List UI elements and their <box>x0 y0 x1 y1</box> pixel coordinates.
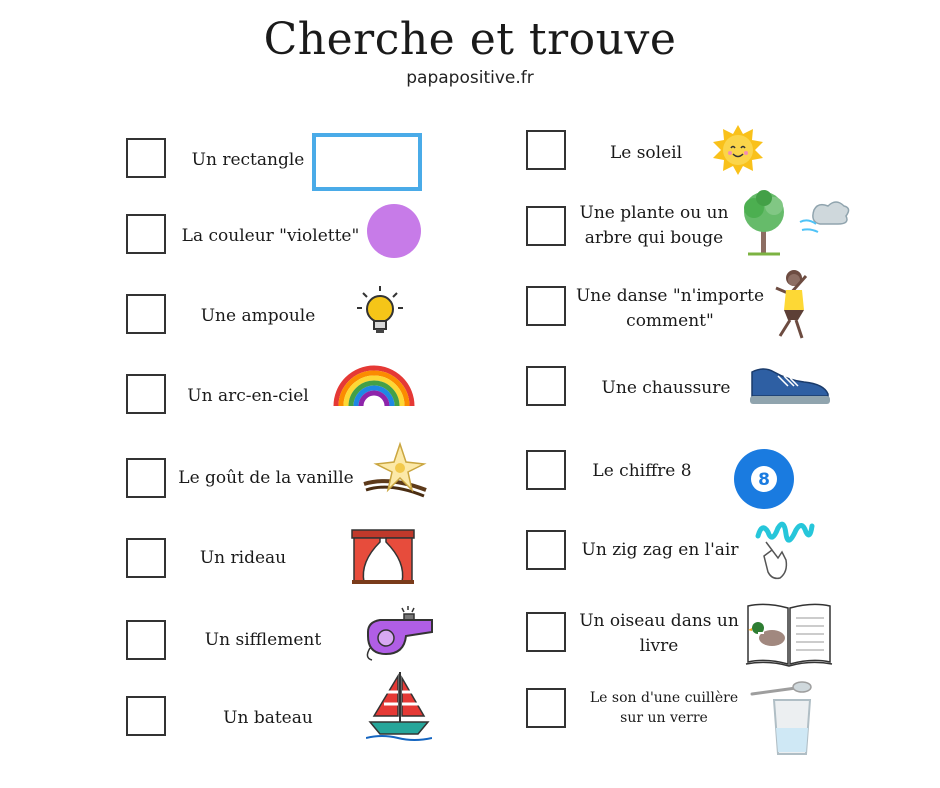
tree-wind-icon <box>740 188 854 258</box>
checkbox-violet[interactable] <box>126 214 166 254</box>
whistle-icon <box>362 602 436 664</box>
rainbow-icon <box>332 364 416 408</box>
item-label: Le goût de la vanille <box>178 468 354 488</box>
sailboat-icon <box>366 668 432 742</box>
item-label: Un bateau <box>223 708 313 728</box>
item-label-line1: Un oiseau dans un <box>579 611 739 631</box>
item-label-line2: livre <box>639 636 679 656</box>
dancer-icon <box>772 268 812 340</box>
checkbox-curtain[interactable] <box>126 538 166 578</box>
item-label: Une ampoule <box>200 306 316 326</box>
zigzag-hand-icon <box>752 518 816 582</box>
checkbox-vanilla[interactable] <box>126 458 166 498</box>
checkbox-sun[interactable] <box>526 130 566 170</box>
checkbox-rainbow[interactable] <box>126 374 166 414</box>
item-label: Le chiffre 8 <box>592 461 692 481</box>
item-label: Un sifflement <box>204 630 322 650</box>
checkbox-boat[interactable] <box>126 696 166 736</box>
vanilla-icon <box>360 440 432 498</box>
rectangle-icon <box>311 132 423 192</box>
checkbox-shoe[interactable] <box>526 366 566 406</box>
item-label-line1: Une danse "n'importe <box>575 286 765 306</box>
item-label: Un rideau <box>199 548 287 568</box>
item-label: Un rectangle <box>191 150 305 170</box>
checkbox-lightbulb[interactable] <box>126 294 166 334</box>
checkbox-dance[interactable] <box>526 286 566 326</box>
item-label-line2: comment" <box>626 311 714 331</box>
eight-ball-number: 8 <box>758 470 770 490</box>
checkbox-zigzag[interactable] <box>526 530 566 570</box>
checkbox-bird-book[interactable] <box>526 612 566 652</box>
bird-book-icon <box>744 600 834 670</box>
checkbox-spoon-glass[interactable] <box>526 688 566 728</box>
shoe-icon <box>748 362 832 406</box>
lightbulb-icon <box>355 285 405 337</box>
spoon-glass-icon <box>744 678 820 758</box>
eight-ball-icon <box>733 448 795 510</box>
item-label-line2: sur un verre <box>620 710 708 726</box>
page-title: Cherche et trouve <box>263 14 677 65</box>
checkbox-rectangle[interactable] <box>126 138 166 178</box>
item-label-line2: arbre qui bouge <box>584 228 724 248</box>
curtain-icon <box>350 528 416 586</box>
sun-icon <box>711 124 765 176</box>
item-label: La couleur "violette" <box>181 226 360 246</box>
purple-circle-icon <box>366 203 422 259</box>
page-subtitle: papapositive.fr <box>406 68 534 88</box>
checkbox-tree[interactable] <box>526 206 566 246</box>
item-label: Un zig zag en l'air <box>581 540 739 560</box>
item-label-line1: Le son d'une cuillère <box>589 690 739 706</box>
checkbox-whistle[interactable] <box>126 620 166 660</box>
item-label: Le soleil <box>609 143 683 163</box>
item-label: Une chaussure <box>601 378 731 398</box>
checkbox-eight[interactable] <box>526 450 566 490</box>
item-label: Un arc-en-ciel <box>187 386 309 406</box>
item-label-line1: Une plante ou un <box>579 203 729 223</box>
